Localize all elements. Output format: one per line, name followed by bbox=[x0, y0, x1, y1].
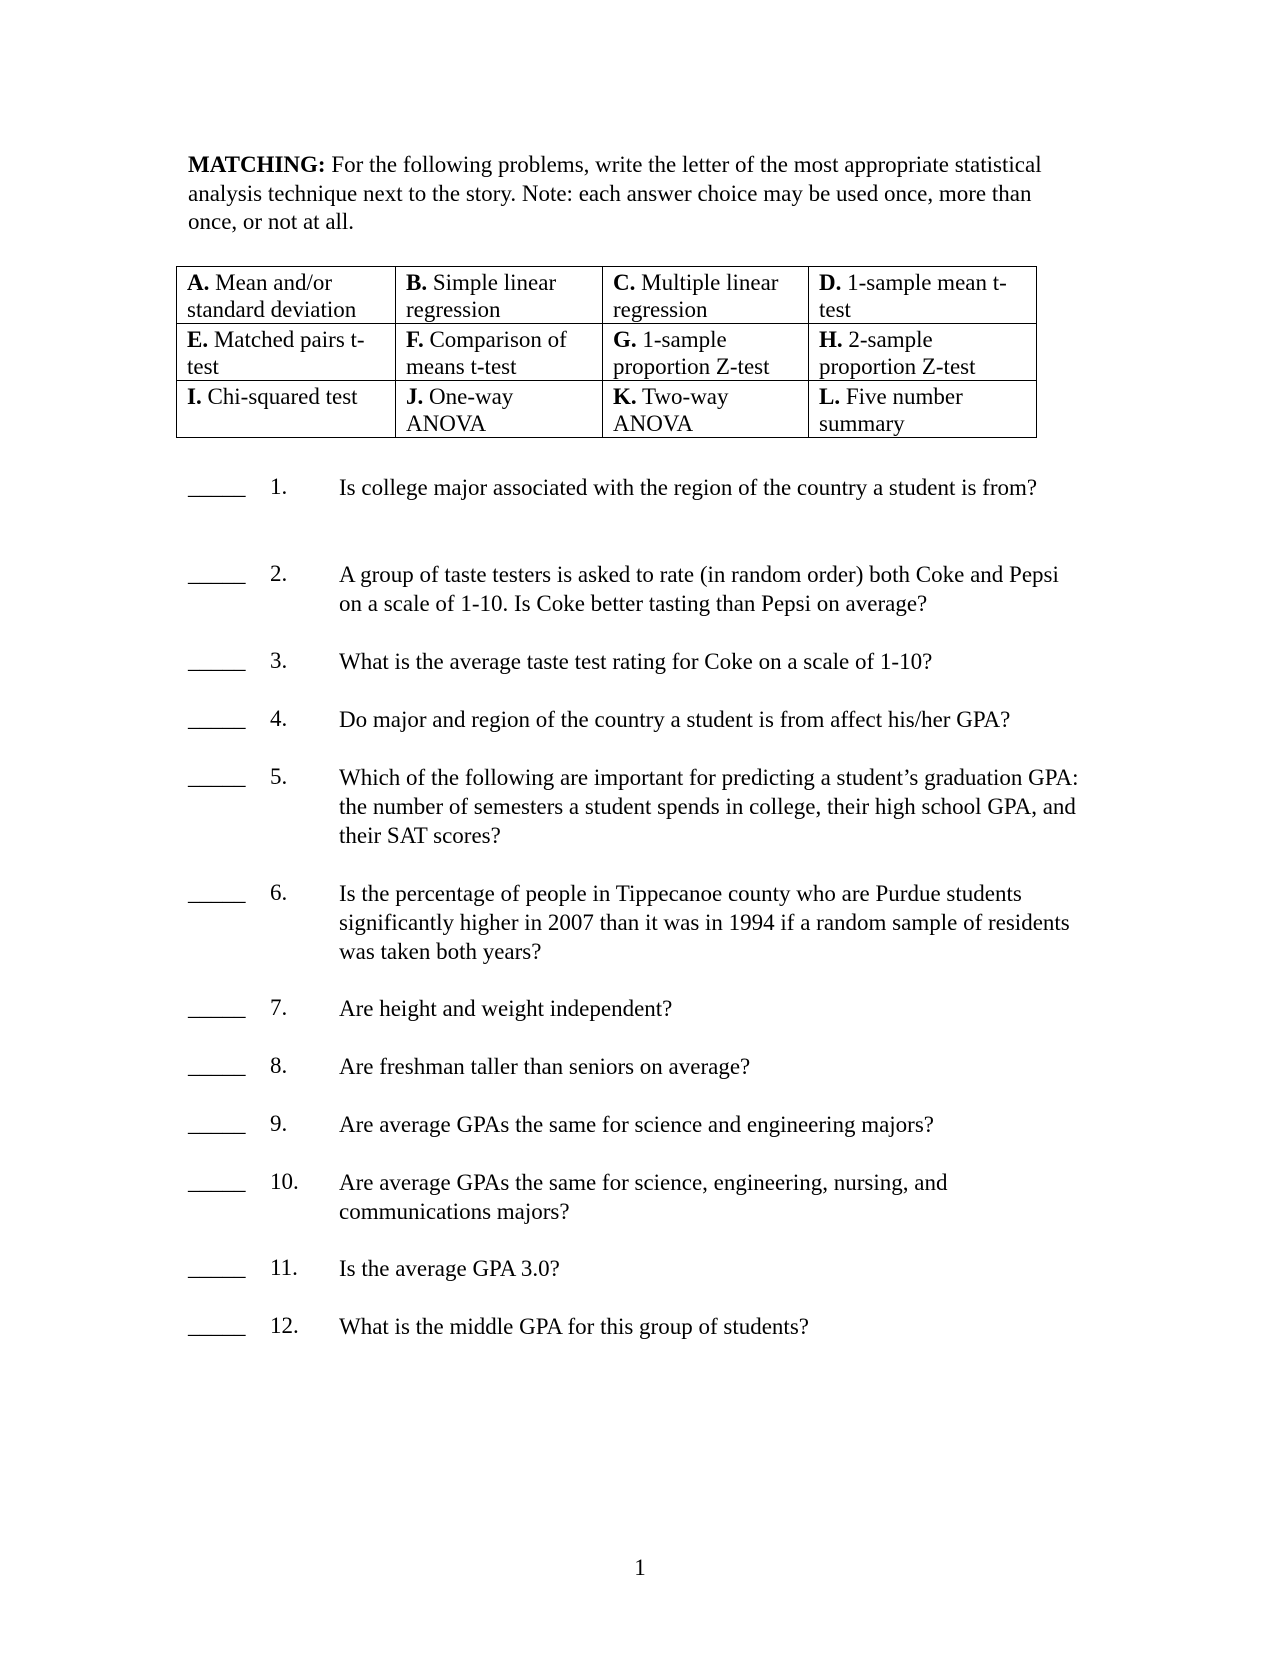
question-number: 1. bbox=[270, 474, 288, 499]
answer-blank[interactable]: _____ bbox=[188, 561, 246, 586]
choices-row bbox=[177, 324, 1037, 381]
answer-blank[interactable]: _____ bbox=[188, 1255, 246, 1280]
choice-text: Multiple linear regression bbox=[613, 270, 779, 322]
instructions-body: For the following problems, write the letter of the most appropriate statistical analysis technique next to the story. Note: each answer choice may be used once, more than once, or not at all. bbox=[188, 152, 1042, 234]
choice-text: Comparison of means t-test bbox=[406, 327, 567, 379]
question-number: 4. bbox=[270, 706, 288, 731]
choice-text: 1-sample mean t-test bbox=[819, 270, 1007, 322]
question-text: What is the middle GPA for this group of students? bbox=[339, 1314, 809, 1339]
answer-blank[interactable]: _____ bbox=[188, 1313, 246, 1338]
question-number: 5. bbox=[270, 764, 288, 789]
question-text: Are average GPAs the same for science, engineering, nursing, and communications majors? bbox=[339, 1170, 948, 1224]
question-text: Is college major associated with the region of the country a student is from? bbox=[339, 475, 1038, 500]
choice-text: Matched pairs t-test bbox=[187, 327, 365, 379]
question-number: 10. bbox=[270, 1169, 299, 1194]
question-text: Are average GPAs the same for science and engineering majors? bbox=[339, 1112, 935, 1137]
choice-text: Five number summary bbox=[819, 384, 963, 436]
choices-row bbox=[177, 267, 1037, 324]
choice-cell bbox=[809, 381, 1037, 438]
page-number: 1 bbox=[634, 1555, 646, 1580]
choice-letter: G. bbox=[613, 327, 637, 352]
answer-blank[interactable]: _____ bbox=[188, 764, 246, 789]
choice-cell bbox=[809, 267, 1037, 324]
question-number: 11. bbox=[270, 1255, 298, 1280]
answer-blank[interactable]: _____ bbox=[188, 474, 246, 499]
question-text: Which of the following are important for predicting a student’s graduation GPA: the number of semesters a student spends in college, their high school GPA, and their SAT scores? bbox=[339, 765, 1079, 848]
answer-blank[interactable]: _____ bbox=[188, 880, 246, 905]
answer-blank[interactable]: _____ bbox=[188, 648, 246, 673]
choice-cell bbox=[396, 324, 603, 381]
question-number: 6. bbox=[270, 880, 288, 905]
question-number: 2. bbox=[270, 561, 288, 586]
choice-letter: L. bbox=[819, 384, 841, 409]
choice-letter: B. bbox=[406, 270, 428, 295]
question-text: Are height and weight independent? bbox=[339, 996, 673, 1021]
answer-choices-table bbox=[176, 266, 1037, 438]
question-number: 7. bbox=[270, 995, 288, 1020]
question-text: Is the average GPA 3.0? bbox=[339, 1256, 560, 1281]
choice-cell bbox=[603, 324, 809, 381]
choice-letter: J. bbox=[406, 384, 424, 409]
choice-text: Simple linear regression bbox=[406, 270, 557, 322]
answer-blank[interactable]: _____ bbox=[188, 1111, 246, 1136]
choice-cell bbox=[177, 381, 396, 438]
answer-blank[interactable]: _____ bbox=[188, 1053, 246, 1078]
choice-cell bbox=[396, 381, 603, 438]
choice-letter: E. bbox=[187, 327, 209, 352]
question-number: 3. bbox=[270, 648, 288, 673]
choice-letter: A. bbox=[187, 270, 210, 295]
choice-cell bbox=[809, 324, 1037, 381]
choice-letter: H. bbox=[819, 327, 843, 352]
question-text: Do major and region of the country a student is from affect his/her GPA? bbox=[339, 707, 1011, 732]
choice-text: Two-way ANOVA bbox=[613, 384, 729, 436]
choice-letter: K. bbox=[613, 384, 637, 409]
answer-blank[interactable]: _____ bbox=[188, 706, 246, 731]
question-text: Are freshman taller than seniors on average? bbox=[339, 1054, 751, 1079]
question-number: 8. bbox=[270, 1053, 288, 1078]
choice-text: 2-sample proportion Z-test bbox=[819, 327, 976, 379]
question-text: A group of taste testers is asked to rate (in random order) both Coke and Pepsi on a scale of 1-10. Is Coke better tasting than Pepsi on average? bbox=[339, 562, 1059, 616]
choice-text: Mean and/or standard deviation bbox=[187, 270, 357, 322]
question-number: 12. bbox=[270, 1313, 299, 1338]
choice-text: Chi-squared test bbox=[201, 384, 358, 409]
instructions-heading: MATCHING: bbox=[188, 152, 326, 177]
choice-cell bbox=[396, 267, 603, 324]
question-number: 9. bbox=[270, 1111, 288, 1136]
choice-cell bbox=[603, 381, 809, 438]
choices-row bbox=[177, 381, 1037, 438]
question-text: What is the average taste test rating for Coke on a scale of 1-10? bbox=[339, 649, 933, 674]
choice-letter: F. bbox=[406, 327, 424, 352]
choice-cell bbox=[177, 267, 396, 324]
question-text: Is the percentage of people in Tippecanoe county who are Purdue students significantly higher in 2007 than it was in 1994 if a random sample of residents was taken both years? bbox=[339, 881, 1070, 964]
choice-text: 1-sample proportion Z-test bbox=[613, 327, 770, 379]
answer-blank[interactable]: _____ bbox=[188, 1169, 246, 1194]
choice-text: One-way ANOVA bbox=[406, 384, 514, 436]
answer-blank[interactable]: _____ bbox=[188, 995, 246, 1020]
choice-cell bbox=[177, 324, 396, 381]
choice-letter: I. bbox=[187, 384, 202, 409]
choice-letter: D. bbox=[819, 270, 842, 295]
instructions-paragraph bbox=[188, 151, 1068, 237]
choice-cell bbox=[603, 267, 809, 324]
choice-letter: C. bbox=[613, 270, 636, 295]
